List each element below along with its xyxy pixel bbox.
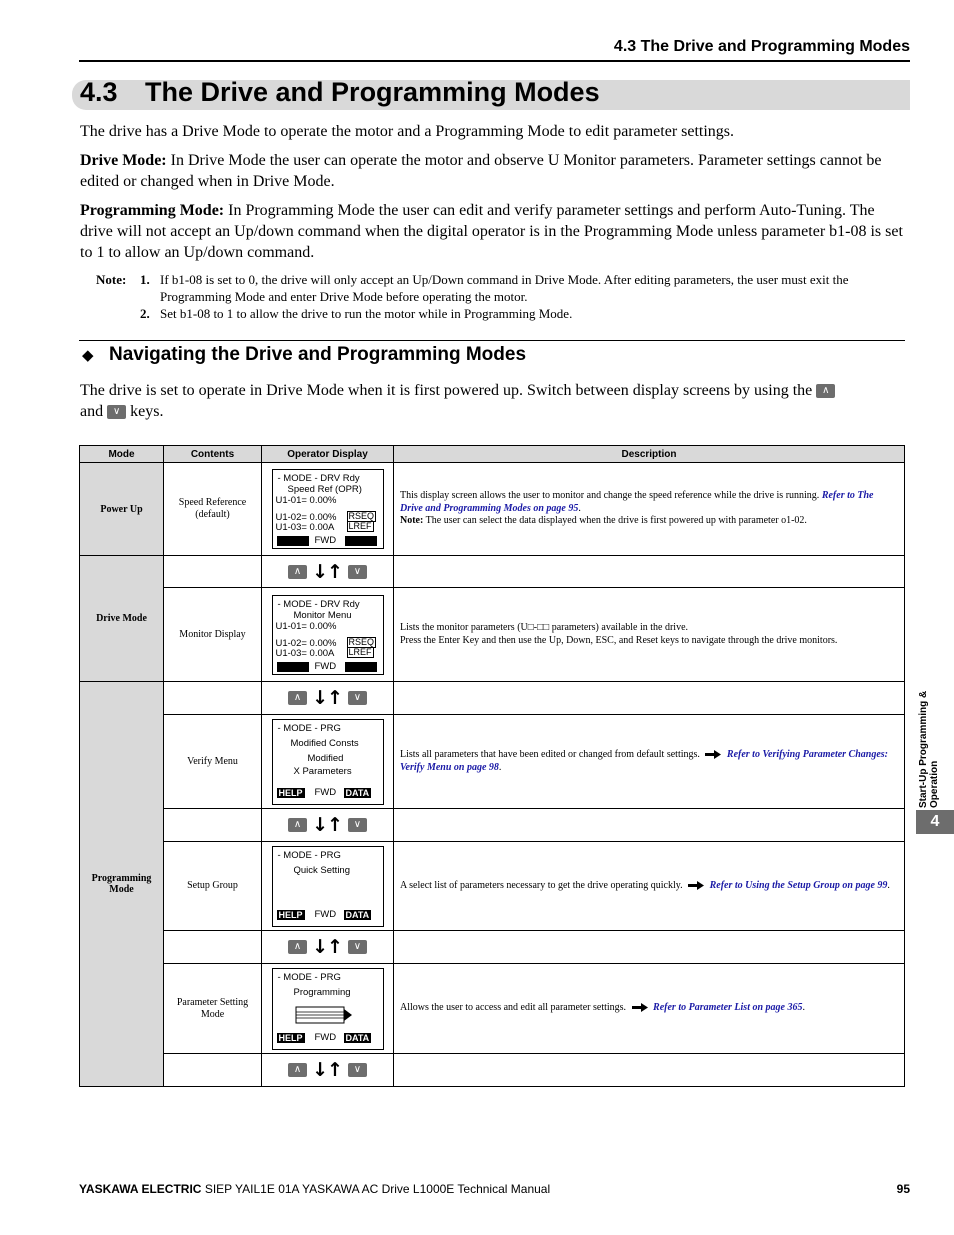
- header-description: Description: [394, 446, 905, 463]
- footer-text: [79, 1182, 550, 1196]
- up-key-icon: ∧: [288, 818, 307, 832]
- intro-paragraph: The drive has a Drive Mode to operate the motor and a Programming Mode to edit parameter settings.: [80, 123, 735, 140]
- table-row: [80, 931, 905, 964]
- up-arrow-icon: ↑: [327, 560, 343, 583]
- subsection-paragraph: [80, 380, 910, 422]
- ref-link-parameter-list[interactable]: Refer to Parameter List on page 365: [653, 1002, 803, 1014]
- running-header: 4.3 The Drive and Programming Modes: [613, 38, 910, 55]
- table-row: [80, 715, 905, 809]
- programming-mode-paragraph: [80, 200, 910, 263]
- ref-link-setup-group[interactable]: Refer to Using the Setup Group on page 99: [709, 879, 888, 891]
- up-arrow-icon: ↑: [327, 814, 343, 836]
- section-title: The Drive and Programming Modes: [145, 77, 600, 107]
- subsection-text-after: keys.: [130, 403, 164, 420]
- down-arrow-icon: ↓: [312, 560, 328, 583]
- down-key-icon: ∨: [348, 1063, 367, 1077]
- arrow-right-icon: [688, 881, 704, 890]
- down-key-icon: ∨: [348, 565, 367, 579]
- drive-mode-label: Drive Mode:: [80, 152, 167, 169]
- up-key-icon: ∧: [288, 565, 307, 579]
- down-key-icon: ∨: [348, 940, 367, 954]
- arrow-right-icon: [705, 750, 721, 759]
- lcd-monitor-display: - MODE - DRV Rdy Monitor Menu U1-01= 0.00% U1-02= 0.00% U1-03= 0.00A RSEQ LREF FWD: [272, 595, 384, 675]
- subsection-rule: [79, 340, 905, 341]
- table-row: [80, 682, 905, 715]
- lcd-setup-group: - MODE - PRG Quick Setting HELP FWD DATA: [272, 846, 384, 927]
- section-number: 4.3: [80, 77, 118, 107]
- diamond-bullet-icon: ◆: [82, 346, 94, 364]
- header-operator-display: Operator Display: [262, 446, 394, 463]
- down-key-icon: ∨: [348, 691, 367, 705]
- subsection-text-and: and: [80, 403, 104, 420]
- lcd-verify-menu: - MODE - PRG Modified Consts Modified X Parameters HELP FWD DATA: [272, 719, 384, 805]
- programming-arrow-icon: [295, 1003, 361, 1027]
- up-arrow-icon: ↑: [327, 936, 343, 958]
- description-speed-reference: This display screen allows the user to monitor and change the speed reference while the drive is running. Refer to The Drive and Programming Modes on page 95. Note: The user can select the data displayed when the drive is first powered up with parameter o1-02.: [394, 463, 905, 556]
- arrow-right-icon: [632, 1003, 648, 1012]
- mode-power-up: Power Up: [80, 463, 164, 556]
- header-mode: Mode: [80, 446, 164, 463]
- footer-brand: YASKAWA ELECTRIC: [79, 1182, 202, 1196]
- footer-doc: SIEP YAIL1E 01A YASKAWA AC Drive L1000E Technical Manual: [204, 1182, 551, 1196]
- subsection-title: Navigating the Drive and Programming Modes: [109, 344, 527, 365]
- contents-setup-group: Setup Group: [164, 842, 262, 931]
- contents-parameter-setting-mode: Parameter Setting Mode: [164, 964, 262, 1054]
- note-label: Note:: [96, 272, 127, 287]
- table-row: [80, 556, 905, 588]
- subsection-text-before: The drive is set to operate in Drive Mode when it is first powered up. Switch between display screens by using the: [80, 382, 813, 399]
- description-verify-menu: Lists all parameters that have been edited or changed from default settings. Refer to Verifying Parameter Changes: Verify Menu on page 98.: [394, 715, 905, 809]
- table-row: [80, 588, 905, 682]
- up-arrow-icon: ↑: [327, 687, 343, 709]
- down-arrow-icon: ↓: [312, 814, 328, 836]
- mode-programming: Programming Mode: [80, 682, 164, 1087]
- header-rule: [79, 60, 910, 62]
- drive-mode-paragraph: [80, 150, 910, 192]
- note-2-num: 2.: [140, 306, 150, 321]
- description-parameter-setting: Allows the user to access and edit all parameter settings. Refer to Parameter List on page 365.: [394, 964, 905, 1054]
- up-key-icon: ∧: [288, 940, 307, 954]
- page-number: 95: [896, 1182, 910, 1196]
- description-monitor-display: Lists the monitor parameters (U□-□□ parameters) available in the drive. Press the Enter Key and then use the Up, Down, ESC, and Reset keys to navigate through the drive monitors.: [394, 588, 905, 682]
- contents-monitor-display: Monitor Display: [164, 588, 262, 682]
- navigation-keys: [288, 687, 367, 709]
- ref-link-drive-modes[interactable]: Refer to The Drive and Programming Modes on page 95: [400, 490, 874, 514]
- down-arrow-icon: ↓: [312, 687, 328, 709]
- up-arrow-icon: ↑: [327, 1059, 343, 1081]
- note-1-num: 1.: [140, 272, 150, 287]
- mode-drive: Drive Mode: [80, 556, 164, 682]
- down-key-icon: ∨: [348, 818, 367, 832]
- note-1-text: If b1-08 is set to 0, the drive will only accept an Up/Down command in Drive Mode. After editing parameters, the user must exit the Programming Mode and enter Drive Mode before operating the motor.: [160, 272, 849, 304]
- table-row: [80, 1054, 905, 1087]
- ref-link-verify-menu[interactable]: Refer to Verifying Parameter Changes: Verify Menu on page 98: [400, 749, 889, 773]
- contents-speed-reference: Speed Reference (default): [164, 463, 262, 556]
- down-key-icon: ∨: [107, 405, 126, 419]
- note-2-text: Set b1-08 to 1 to allow the drive to run the motor while in Programming Mode.: [160, 306, 573, 321]
- table-row: [80, 842, 905, 931]
- side-tab-text: Start-Up Programming & Operation: [918, 690, 940, 808]
- down-arrow-icon: ↓: [312, 1059, 328, 1081]
- mode-navigation-table: [79, 445, 905, 1087]
- drive-mode-text: In Drive Mode the user can operate the motor and observe U Monitor parameters. Parameter settings cannot be edited or changed when in Drive Mode.: [80, 152, 882, 190]
- navigation-keys: [288, 1059, 367, 1081]
- table-row: [80, 809, 905, 842]
- up-key-icon: ∧: [816, 384, 835, 398]
- lcd-parameter-setting: - MODE - PRG Programming HELP FWD DATA: [272, 968, 384, 1050]
- programming-mode-text: In Programming Mode the user can edit and verify parameter settings and perform Auto-Tuning. The drive will not accept an Up/down command when the digital operator is in the Programming Mode unless parameter b1-08 is set to 1 to allow an Up/down command.: [80, 202, 903, 261]
- up-key-icon: ∧: [288, 691, 307, 705]
- table-row: [80, 463, 905, 556]
- contents-verify-menu: Verify Menu: [164, 715, 262, 809]
- programming-mode-label: Programming Mode:: [80, 202, 225, 219]
- down-arrow-icon: ↓: [312, 936, 328, 958]
- chapter-tab: 4: [916, 810, 954, 834]
- table-row: [80, 964, 905, 1054]
- navigation-keys: [288, 936, 367, 958]
- lcd-speed-reference: - MODE - DRV Rdy Speed Ref (OPR) U1-01= 0.00% U1-02= 0.00% U1-03= 0.00A RSEQ LREF FWD: [272, 469, 384, 549]
- navigation-keys: [288, 561, 367, 583]
- description-setup-group: A select list of parameters necessary to get the drive operating quickly. Refer to Using the Setup Group on page 99.: [394, 842, 905, 931]
- up-key-icon: ∧: [288, 1063, 307, 1077]
- header-contents: Contents: [164, 446, 262, 463]
- navigation-keys: [288, 814, 367, 836]
